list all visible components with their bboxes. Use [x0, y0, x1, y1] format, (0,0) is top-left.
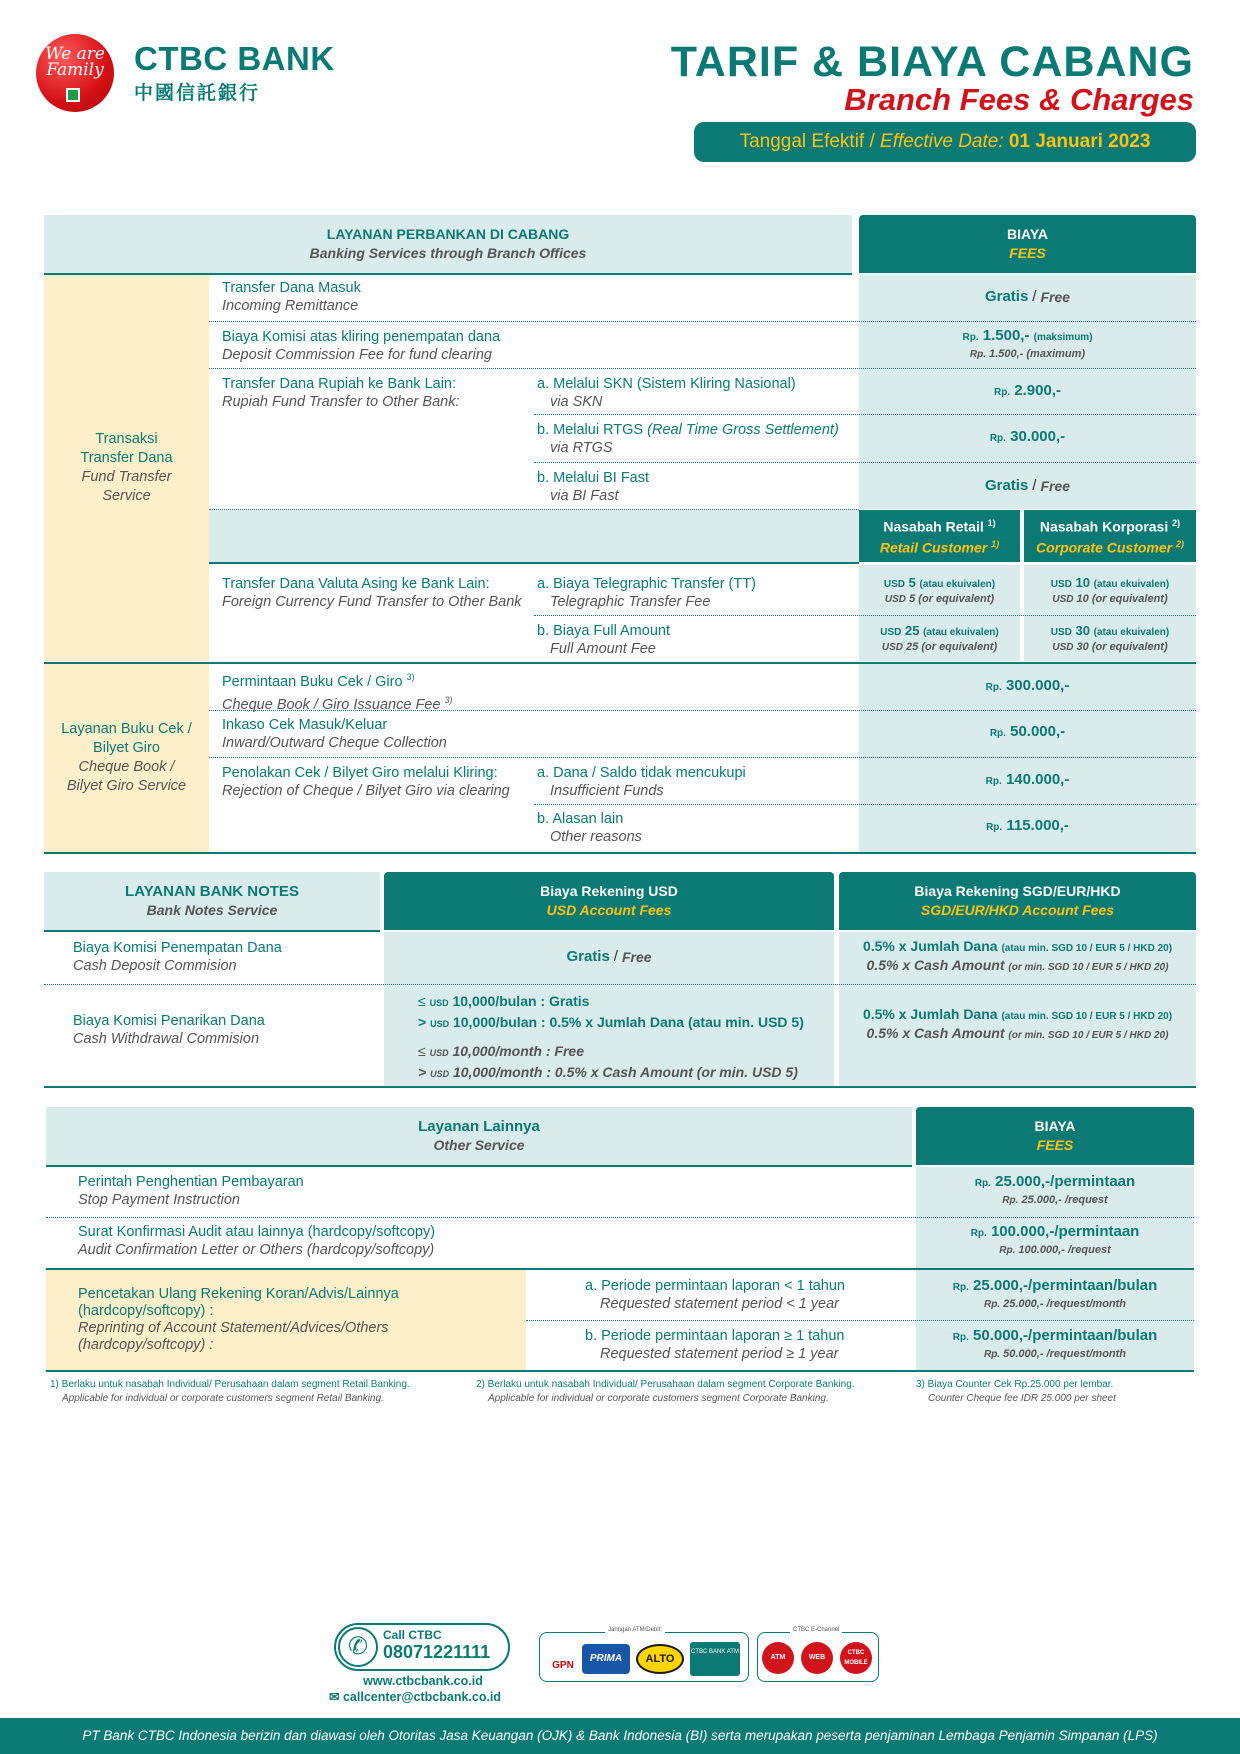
- equiv-id-3: (atau ekuivalen): [923, 627, 999, 638]
- bifast-fee-en: Free: [1040, 478, 1071, 494]
- other-en: Other reasons: [550, 829, 642, 845]
- call-label: Call CTBC: [383, 1628, 442, 1642]
- row-inkaso: [222, 716, 447, 752]
- row-deposit-commission: [222, 328, 500, 364]
- row-cash-withdrawal: [73, 1012, 265, 1048]
- equiv-id: (atau ekuivalen): [919, 579, 996, 590]
- email-link[interactable]: [329, 1689, 501, 1704]
- chequebook-fee: 300.000,-: [1005, 677, 1070, 694]
- group2-id2: Bilyet Giro: [93, 740, 160, 756]
- footnote-1: [50, 1378, 470, 1406]
- other-id: b. Alasan lain: [537, 811, 624, 827]
- fee-deposit: Rp. 1.500,- (maksimum) Rp. 1.500,- (maximum): [962, 326, 1093, 360]
- notes-header: [44, 872, 380, 930]
- incoming-en: Incoming Remittance: [222, 298, 359, 314]
- equiv-id-2: (atau ekuivalen): [1093, 579, 1170, 590]
- group-fund-transfer: [44, 275, 209, 661]
- group2-en2: Bilyet Giro Service: [66, 778, 187, 794]
- network-label: Jaringan ATM/Debit:: [605, 1627, 665, 1633]
- usd-deposit-en: Free: [621, 949, 652, 965]
- retail-id: Nasabah Retail: [883, 519, 984, 535]
- bifast-id: b. Melalui BI Fast: [537, 470, 650, 486]
- group2-en1: Cheque Book /: [78, 759, 175, 775]
- row-tt: [537, 575, 756, 611]
- usd-label: USD: [883, 579, 906, 590]
- branch-fee-header: [859, 215, 1196, 273]
- audit-id: Surat Konfirmasi Audit atau lainnya (hardcopy/softcopy): [78, 1224, 436, 1240]
- mail-icon: ✉: [329, 1690, 340, 1704]
- fx-id: Transfer Dana Valuta Asing ke Bank Lain:: [222, 576, 490, 592]
- insuf-en: Insufficient Funds: [550, 783, 664, 799]
- reprint-en: Reprinting of Account Statement/Advices/Others (hardcopy/softcopy) :: [78, 1320, 389, 1353]
- other-fee: 115.000,-: [1006, 817, 1069, 834]
- rupiah-en: Rupiah Fund Transfer to Other Bank:: [222, 394, 460, 410]
- other-header-id: Layanan Lainnya: [418, 1118, 540, 1135]
- cash-deposit-en: Cash Deposit Commision: [73, 958, 237, 974]
- footnote-1-id: 1) Berlaku untuk nasabah Individual/ Perusahaan dalam segment Retail Banking.: [50, 1379, 410, 1390]
- sgd-cash-deposit: [839, 934, 1196, 980]
- notes-header-id: LAYANAN BANK NOTES: [125, 883, 299, 900]
- full-retail: 25: [905, 623, 920, 638]
- page-title: TARIF & BIAYA CABANG: [670, 38, 1194, 86]
- bank-name: CTBC BANK: [134, 40, 335, 77]
- deposit-fee-note: (maksimum): [1033, 331, 1093, 343]
- w2-en: 10,000/month : 0.5% x Cash Amount (or min. USD 5): [452, 1064, 798, 1080]
- usd-header: [384, 872, 834, 930]
- equiv-en-3: (or equivalent): [921, 641, 998, 653]
- sgd-header-id: Biaya Rekening SGD/EUR/HKD: [914, 883, 1121, 899]
- equiv-en-4: (or equivalent): [1091, 641, 1168, 653]
- corp-id: Nasabah Korporasi: [1039, 519, 1169, 535]
- sgd-header: [839, 872, 1196, 930]
- phone-icon: ✆: [338, 1627, 378, 1667]
- website-link[interactable]: www.ctbcbank.co.id: [363, 1674, 483, 1688]
- logo-square-icon: [66, 88, 80, 102]
- alto-logo: ALTO: [636, 1644, 684, 1674]
- incoming-id: Transfer Dana Masuk: [222, 280, 361, 296]
- row-audit-letter: [78, 1223, 435, 1259]
- retail-header: Nasabah Retail $^{1)}$ Retail Customer $^{1)}$: [859, 510, 1020, 562]
- bank-name-chinese: 中國信託銀行: [134, 82, 261, 104]
- fee-tt-retail: USD 5 (atau ekuivalen) USD 5 (or equivalent): [883, 575, 996, 605]
- row-other-reasons: [537, 810, 642, 846]
- other-fee-id: BIAYA: [1034, 1118, 1076, 1134]
- pct-en-note-2: (or min. SGD 10 / EUR 5 / HKD 20): [1008, 1030, 1169, 1041]
- echannel-label: CTBC E-Channel: [790, 1627, 842, 1633]
- row-rupiah-transfer: [222, 375, 460, 411]
- usd-cash-withdrawal: ≤ USD 10,000/bulan : Gratis > USD 10,000/bulan : 0.5% x Jumlah Dana (atau min. USD 5) ≤ USD 10,000/month : Free > USD 10,000/month : 0.5% x Cash Amount (or min. USD 5): [418, 993, 804, 1080]
- other-header-en: Other Service: [433, 1137, 525, 1153]
- incoming-fee-id: Gratis: [984, 288, 1029, 305]
- fee-period-long: Rp. 50.000,-/permintaan/bulan Rp. 50.000,- /request/month: [952, 1326, 1158, 1360]
- group1-id1: Transaksi: [95, 431, 158, 447]
- footnote-3: [916, 1378, 1196, 1406]
- row-period-long: [585, 1327, 844, 1363]
- footnote-3-en: Counter Cheque fee IDR 25.000 per sheet: [928, 1393, 1116, 1404]
- effective-label-id: Tanggal Efektif /: [739, 131, 875, 152]
- group1-en1: Fund Transfer: [81, 469, 172, 485]
- rtgs-id: b. Melalui RTGS: [537, 422, 644, 438]
- group1-en2: Service: [102, 488, 151, 504]
- insuf-fee: 140.000,-: [1005, 771, 1070, 788]
- footnote-3-id: 3) Biaya Counter Cek Rp.25.000 per lembar.: [916, 1379, 1114, 1390]
- pct-id: 0.5% x Jumlah Dana: [862, 938, 998, 954]
- spacer-band: [209, 510, 859, 562]
- cash-deposit-id: Biaya Komisi Penempatan Dana: [73, 940, 282, 956]
- row-cheque-book: Permintaan Buku Cek / Giro $^{3)}$ Cheque Book / Giro Issuance Fee $^{3)}$: [222, 672, 453, 713]
- other-header: [46, 1107, 912, 1165]
- disclaimer-bar: PT Bank CTBC Indonesia berizin dan diawasi oleh Otoritas Jasa Keuangan (OJK) & Bank Indonesia (BI) serta merupakan peserta penjaminan Lembaga Penjamin Simpanan (LPS): [0, 1718, 1240, 1754]
- corporate-header: Nasabah Korporasi $^{2)}$ Corporate Customer $^{2)}$: [1024, 510, 1196, 562]
- p2-en: Requested statement period ≥ 1 year: [600, 1346, 839, 1362]
- rp-label: Rp.: [962, 331, 979, 343]
- fee-period-short: Rp. 25.000,-/permintaan/bulan Rp. 25.000,- /request/month: [952, 1276, 1158, 1310]
- ctbc-atm-logo: CTBC BANK ATM: [690, 1642, 740, 1676]
- page-subtitle: Branch Fees & Charges: [844, 82, 1194, 117]
- fee-audit-letter: Rp. 100.000,-/permintaan Rp. 100.000,- /request: [970, 1222, 1140, 1256]
- tt-en: Telegraphic Transfer Fee: [550, 594, 711, 610]
- effective-label-en: Effective Date:: [880, 131, 1004, 152]
- equiv-en: (or equivalent): [918, 593, 995, 605]
- audit-fee-en: 100.000,- /request: [1018, 1243, 1111, 1256]
- deposit-id: Biaya Komisi atas kliring penempatan dana: [222, 329, 501, 345]
- footnote-2-id: 2) Berlaku untuk nasabah Individual/ Perusahaan dalam segment Corporate Banking.: [476, 1379, 855, 1390]
- deposit-en: Deposit Commission Fee for fund clearing: [222, 347, 492, 363]
- full-en: Full Amount Fee: [550, 641, 656, 657]
- audit-en: Audit Confirmation Letter or Others (hardcopy/softcopy): [78, 1242, 435, 1258]
- full-corp-en: 30: [1076, 641, 1089, 653]
- fee-insufficient: Rp. 140.000,-: [985, 771, 1070, 788]
- tt-retail-en: 5: [909, 593, 916, 605]
- footnote-2: [476, 1378, 906, 1406]
- insuf-id: a. Dana / Saldo tidak mencukupi: [537, 765, 746, 781]
- row-full-amount: [537, 622, 670, 658]
- w2-id: 10,000/bulan : 0.5% x Jumlah Dana (atau min. USD 5): [452, 1014, 804, 1030]
- row-rtgs: [537, 421, 839, 457]
- sgd-cash-withdrawal: [839, 1002, 1196, 1048]
- pct-en: 0.5% x Cash Amount: [866, 957, 1005, 973]
- p1-fee: 25.000,-/permintaan/bulan: [973, 1276, 1158, 1294]
- fee-header-en: FEES: [1009, 245, 1046, 261]
- atm-channel-icon: ATM: [762, 1642, 794, 1674]
- equiv-en-2: (or equivalent): [1091, 593, 1168, 605]
- logo-tagline: We are Family: [45, 44, 105, 80]
- gpn-text: GPN: [552, 1660, 574, 1671]
- call-number[interactable]: 08071221111: [383, 1642, 491, 1662]
- fee-incoming: Gratis / Free: [984, 288, 1071, 305]
- inkaso-fee: 50.000,-: [1010, 723, 1066, 740]
- row-stop-payment: [78, 1173, 304, 1209]
- pct-id-note-2: (atau min. SGD 10 / EUR 5 / HKD 20): [1001, 1011, 1173, 1022]
- fee-rtgs: Rp. 30.000,-: [989, 428, 1066, 445]
- pct-en-2: 0.5% x Cash Amount: [866, 1025, 1005, 1041]
- notes-header-en: Bank Notes Service: [146, 902, 278, 918]
- gpn-logo: [546, 1642, 580, 1676]
- prima-logo: PRIMA: [582, 1644, 630, 1674]
- sgd-header-en: SGD/EUR/HKD Account Fees: [920, 902, 1115, 918]
- deposit-fee: 1.500,-: [982, 326, 1030, 344]
- usd-header-id: Biaya Rekening USD: [540, 883, 678, 899]
- fee-bifast: Gratis / Free: [984, 477, 1071, 494]
- stop-id: Perintah Penghentian Pembayaran: [78, 1174, 304, 1190]
- rtgs-en: via RTGS: [550, 440, 613, 456]
- rtgs-id-italic: (Real Time Gross Settlement): [647, 422, 839, 438]
- row-cash-deposit: [73, 939, 282, 975]
- fee-stop-payment: Rp. 25.000,-/permintaan Rp. 25.000,- /request: [974, 1172, 1136, 1206]
- cash-withdraw-en: Cash Withdrawal Commision: [73, 1031, 260, 1047]
- usd-header-en: USD Account Fees: [546, 902, 672, 918]
- fee-other-reasons: Rp. 115.000,-: [986, 817, 1069, 834]
- tt-id: a. Biaya Telegraphic Transfer (TT): [537, 576, 756, 592]
- tt-corp: 10: [1075, 575, 1090, 590]
- fee-full-corp: USD 30 (atau ekuivalen) USD 30 (or equivalent): [1050, 623, 1170, 653]
- p2-id: b. Periode permintaan laporan ≥ 1 tahun: [585, 1328, 845, 1344]
- chequebook-id: Permintaan Buku Cek / Giro: [222, 673, 403, 690]
- row-reprint: [78, 1286, 408, 1354]
- email-text: callcenter@ctbcbank.co.id: [342, 1690, 502, 1704]
- p2-fee: 50.000,-/permintaan/bulan: [973, 1326, 1158, 1344]
- bifast-en: via BI Fast: [550, 488, 619, 504]
- audit-fee: 100.000,-/permintaan: [990, 1222, 1140, 1240]
- full-corp: 30: [1075, 623, 1090, 638]
- pct-id-note: (atau min. SGD 10 / EUR 5 / HKD 20): [1001, 943, 1173, 954]
- fee-skn: Rp. 2.900,-: [994, 382, 1061, 399]
- full-id: b. Biaya Full Amount: [537, 623, 670, 639]
- cash-withdraw-id: Biaya Komisi Penarikan Dana: [73, 1013, 265, 1029]
- p1-en: Requested statement period < 1 year: [600, 1296, 839, 1312]
- branch-header-en: Banking Services through Branch Offices: [309, 245, 587, 261]
- stop-fee: 25.000,-/permintaan: [995, 1172, 1136, 1190]
- fee-cheque-book: Rp. 300.000,-: [985, 677, 1070, 694]
- effective-date-banner: [694, 122, 1196, 162]
- p2-fee-en: 50.000,- /request/month: [1003, 1347, 1127, 1360]
- reject-id: Penolakan Cek / Bilyet Giro melalui Kliring:: [222, 765, 498, 781]
- usd-cash-deposit: Gratis / Free: [566, 948, 652, 965]
- row-period-short: [585, 1277, 845, 1313]
- group-cheque-book: [44, 664, 209, 852]
- row-incoming: [222, 279, 361, 315]
- branch-header-id: LAYANAN PERBANKAN DI CABANG: [326, 226, 570, 242]
- effective-date: 01 Januari 2023: [1008, 131, 1151, 152]
- row-rejection: [222, 764, 510, 800]
- fee-full-retail: USD 25 (atau ekuivalen) USD 25 (or equivalent): [880, 623, 999, 653]
- full-retail-en: 25: [906, 641, 919, 653]
- fx-en: Foreign Currency Fund Transfer to Other Bank: [222, 594, 522, 610]
- equiv-id-4: (atau ekuivalen): [1093, 627, 1170, 638]
- p1-fee-en: 25.000,- /request/month: [1003, 1297, 1127, 1310]
- fee-inkaso: Rp. 50.000,-: [989, 723, 1066, 740]
- stop-en: Stop Payment Instruction: [78, 1192, 240, 1208]
- p1-id: a. Periode permintaan laporan < 1 tahun: [585, 1278, 845, 1294]
- rtgs-fee: 30.000,-: [1010, 428, 1066, 445]
- rupiah-id: Transfer Dana Rupiah ke Bank Lain:: [222, 376, 457, 392]
- footnote-1-en: Applicable for individual or corporate customers segment Retail Banking.: [62, 1393, 384, 1404]
- inkaso-id: Inkaso Cek Masuk/Keluar: [222, 717, 388, 733]
- corp-en: Corporate Customer: [1035, 539, 1173, 556]
- other-fee-header: [916, 1107, 1194, 1165]
- web-channel-icon: WEB: [801, 1642, 833, 1674]
- fee-header-id: BIAYA: [1007, 226, 1048, 242]
- branch-header: [44, 215, 852, 273]
- group2-id1: Layanan Buku Cek /: [61, 721, 192, 737]
- footnote-2-en: Applicable for individual or corporate customers segment Corporate Banking.: [488, 1393, 829, 1404]
- skn-fee: 2.900,-: [1014, 382, 1061, 399]
- pct-en-note: (or min. SGD 10 / EUR 5 / HKD 20): [1008, 962, 1169, 973]
- other-fee-en: FEES: [1036, 1137, 1074, 1153]
- fee-tt-corp: USD 10 (atau ekuivalen) USD 10 (or equivalent): [1050, 575, 1170, 605]
- chequebook-en: Cheque Book / Giro Issuance Fee: [222, 696, 441, 713]
- incoming-fee-en: Free: [1040, 289, 1071, 305]
- mobile-channel-icon: CTBC MOBILE: [840, 1642, 872, 1674]
- w1-id: 10,000/bulan : Gratis: [452, 993, 590, 1009]
- stop-fee-en: 25.000,- /request: [1021, 1193, 1108, 1206]
- retail-en: Retail Customer: [879, 539, 988, 556]
- row-insufficient: [537, 764, 746, 800]
- tt-corp-en: 10: [1076, 593, 1089, 605]
- row-skn: [537, 375, 796, 411]
- reprint-id: Pencetakan Ulang Rekening Koran/Advis/Lainnya (hardcopy/softcopy) :: [78, 1286, 399, 1319]
- deposit-fee-en: 1.500,- (maximum): [989, 347, 1086, 360]
- row-fx-transfer: [222, 575, 522, 611]
- row-bifast: [537, 469, 649, 505]
- group1-id2: Transfer Dana: [80, 450, 173, 466]
- skn-id: a. Melalui SKN (Sistem Kliring Nasional): [537, 376, 796, 392]
- pct-id-2: 0.5% x Jumlah Dana: [862, 1006, 998, 1022]
- inkaso-en: Inward/Outward Cheque Collection: [222, 735, 447, 751]
- tt-retail: 5: [908, 575, 916, 590]
- reject-en: Rejection of Cheque / Bilyet Giro via clearing: [222, 783, 510, 799]
- w1-en: 10,000/month : Free: [452, 1043, 584, 1059]
- usd-deposit-id: Gratis: [566, 948, 610, 965]
- bifast-fee-id: Gratis: [984, 477, 1029, 494]
- skn-en: via SKN: [550, 394, 603, 410]
